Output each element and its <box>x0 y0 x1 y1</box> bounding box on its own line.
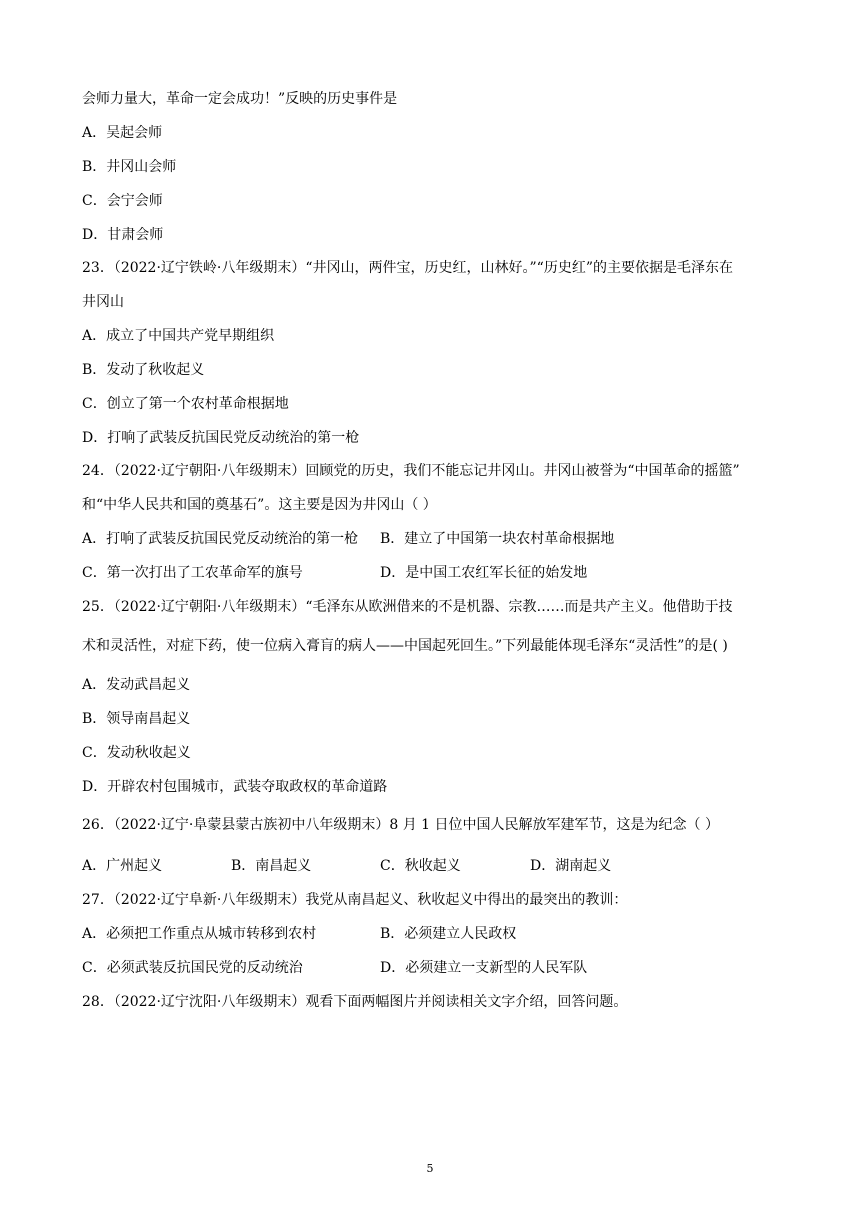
q24-option-b: B．建立了中国第一块农村革命根据地 <box>380 531 615 547</box>
q24-stem: 24．（2022·辽宁朝阳·八年级期末）回顾党的历史，我们不能忘记井冈山。井冈山被誉为“中国革命的摇篮” <box>82 463 740 479</box>
q26-option-c: C．秋收起义 <box>380 858 461 874</box>
q26-stem: 26．（2022·辽宁·阜蒙县蒙古族初中八年级期末）8 月 1 日位中国人民解放军建军节，这是为纪念（ ） <box>82 817 719 833</box>
q25-option-b: B．领导南昌起义 <box>82 711 191 727</box>
q24-option-d: D．是中国工农红军长征的始发地 <box>380 565 588 581</box>
q23-option-c: C．创立了第一个农村革命根据地 <box>82 396 289 412</box>
q27-option-d: D．必须建立一支新型的人民军队 <box>380 960 588 976</box>
q26-option-b: B．南昌起义 <box>231 858 312 874</box>
q23-stem-cont: 井冈山 <box>82 294 124 310</box>
q25-stem-cont: 术和灵活性，对症下药，使一位病入膏肓的病人——中国起死回生。”下列最能体现毛泽东“灵活性”的是( ) <box>82 638 728 654</box>
q25-option-c: C．发动秋收起义 <box>82 745 191 761</box>
q23-stem: 23．（2022·辽宁铁岭·八年级期末）“井冈山，两件宝，历史红，山林好。”“历史红”的主要依据是毛泽东在 <box>82 260 733 276</box>
q27-option-b: B．必须建立人民政权 <box>380 926 517 942</box>
q26-option-a: A．广州起义 <box>82 858 163 874</box>
q22-option-d: D．甘肃会师 <box>82 227 164 243</box>
q22-option-a: A．吴起会师 <box>82 125 163 141</box>
text-line: 会师力量大，革命一定会成功！”反映的历史事件是 <box>82 91 398 107</box>
q25-stem: 25．（2022·辽宁朝阳·八年级期末）“毛泽东从欧洲借来的不是机器、宗教……而是共产主义。他借助于技 <box>82 599 733 615</box>
q23-option-a: A．成立了中国共产党早期组织 <box>82 328 275 344</box>
q28-stem: 28．（2022·辽宁沈阳·八年级期末）观看下面两幅图片并阅读相关文字介绍，回答问题。 <box>82 994 628 1010</box>
q25-option-a: A．发动武昌起义 <box>82 677 191 693</box>
q25-option-d: D．开辟农村包围城市，武装夺取政权的革命道路 <box>82 779 388 795</box>
q27-option-c: C．必须武装反抗国民党的反动统治 <box>82 960 303 976</box>
q26-option-d: D．湖南起义 <box>530 858 612 874</box>
q22-option-c: C．会宁会师 <box>82 193 163 209</box>
q27-option-a: A．必须把工作重点从城市转移到农村 <box>82 926 317 942</box>
page-number: 5 <box>426 1162 434 1175</box>
q27-stem: 27．（2022·辽宁阜新·八年级期末）我党从南昌起义、秋收起义中得出的最突出的教训： <box>82 892 628 908</box>
q22-option-b: B．井冈山会师 <box>82 159 177 175</box>
q24-option-a: A．打响了武装反抗国民党反动统治的第一枪 <box>82 531 359 547</box>
q23-option-b: B．发动了秋收起义 <box>82 362 205 378</box>
q23-option-d: D．打响了武装反抗国民党反动统治的第一枪 <box>82 430 360 446</box>
q24-option-c: C．第一次打出了工农革命军的旗号 <box>82 565 303 581</box>
q24-stem-cont: 和“中华人民共和国的奠基石”。这主要是因为井冈山（ ） <box>82 497 437 513</box>
